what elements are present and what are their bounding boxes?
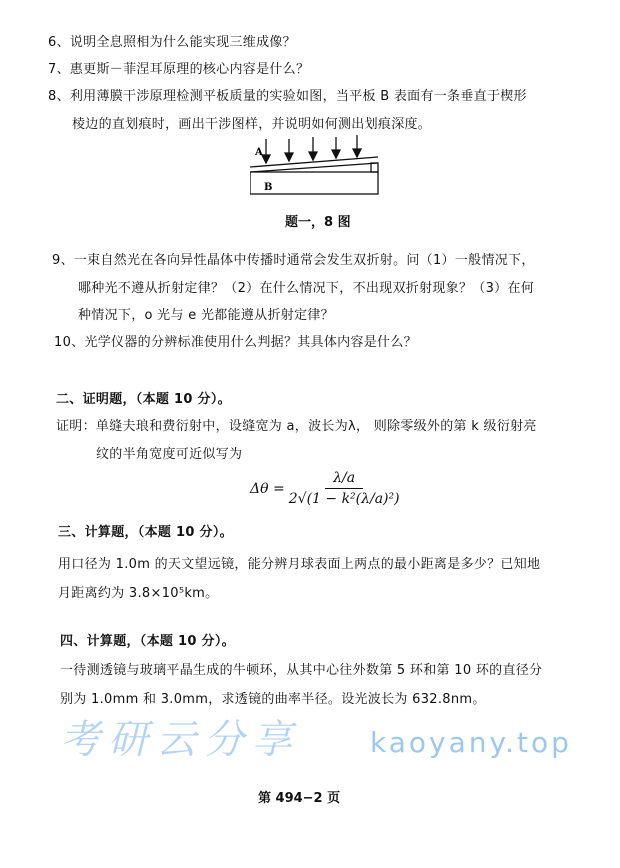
section-2-text: 证明：单缝夫琅和费衍射中，设缝宽为 a，波长为λ， 则除零级外的第 k 级衍射亮 — [56, 419, 537, 434]
question-9: 9、一束自然光在各向异性晶体中传播时通常会发生双折射。问（1）一般情况下， — [52, 253, 535, 268]
watermark-url: kaoyany.top — [370, 726, 572, 759]
wedge-interference-figure — [250, 135, 390, 200]
section-4-text: 一待测透镜与玻璃平晶生成的牛顿环，从其中心往外数第 5 环和第 10 环的直径分 — [60, 663, 543, 678]
section-3-text: 用口径为 1.0m 的天文望远镜，能分辨月球表面上两点的最小距离是多少？已知地 — [58, 557, 541, 572]
question-8: 8、利用薄膜干涉原理检测平板质量的实验如图，当平板 B 表面有一条垂直于楔形 — [48, 89, 527, 104]
watermark-chinese: 考研云分享 — [60, 717, 300, 763]
question-6: 6、说明全息照相为什么能实现三维成像？ — [48, 35, 296, 50]
question-9-line3: 种情况下，o 光与 e 光都能遵从折射定律？ — [78, 308, 334, 323]
half-angle-formula — [250, 470, 400, 507]
formula-denominator: 2√(1 − k²(λ/a)²) — [288, 491, 400, 507]
question-7: 7、惠更斯－菲涅耳原理的核心内容是什么？ — [48, 62, 310, 77]
question-8-continued: 棱边的直划痕时，画出干涉图样，并说明如何测出划痕深度。 — [72, 117, 432, 132]
formula-lhs: Δθ = — [250, 480, 285, 497]
page-number: 第 494−2 页 — [258, 791, 341, 806]
label-a: A — [255, 147, 263, 158]
section-3-text-cont: 月距离约为 3.8×10⁵km。 — [58, 586, 219, 601]
figure-caption: 题一，8 图 — [285, 215, 351, 230]
formula-numerator: λ/a — [325, 470, 363, 489]
section-2-heading: 二、证明题，（本题 10 分）。 — [56, 392, 231, 407]
question-10: 10、光学仪器的分辨标准使用什么判据？其具体内容是什么？ — [54, 335, 417, 350]
question-9-line2: 哪种光不遵从折射定律？（2）在什么情况下，不出现双折射现象？（3）在何 — [78, 281, 535, 296]
section-4-heading: 四、计算题，（本题 10 分）。 — [60, 634, 235, 649]
label-b: B — [264, 182, 273, 193]
section-4-text-cont: 别为 1.0mm 和 3.0mm，求透镜的曲率半径。设光波长为 632.8nm。 — [60, 692, 486, 707]
section-2-text-cont: 纹的半角宽度可近似写为 — [96, 447, 243, 462]
section-3-heading: 三、计算题，（本题 10 分）。 — [58, 525, 233, 540]
